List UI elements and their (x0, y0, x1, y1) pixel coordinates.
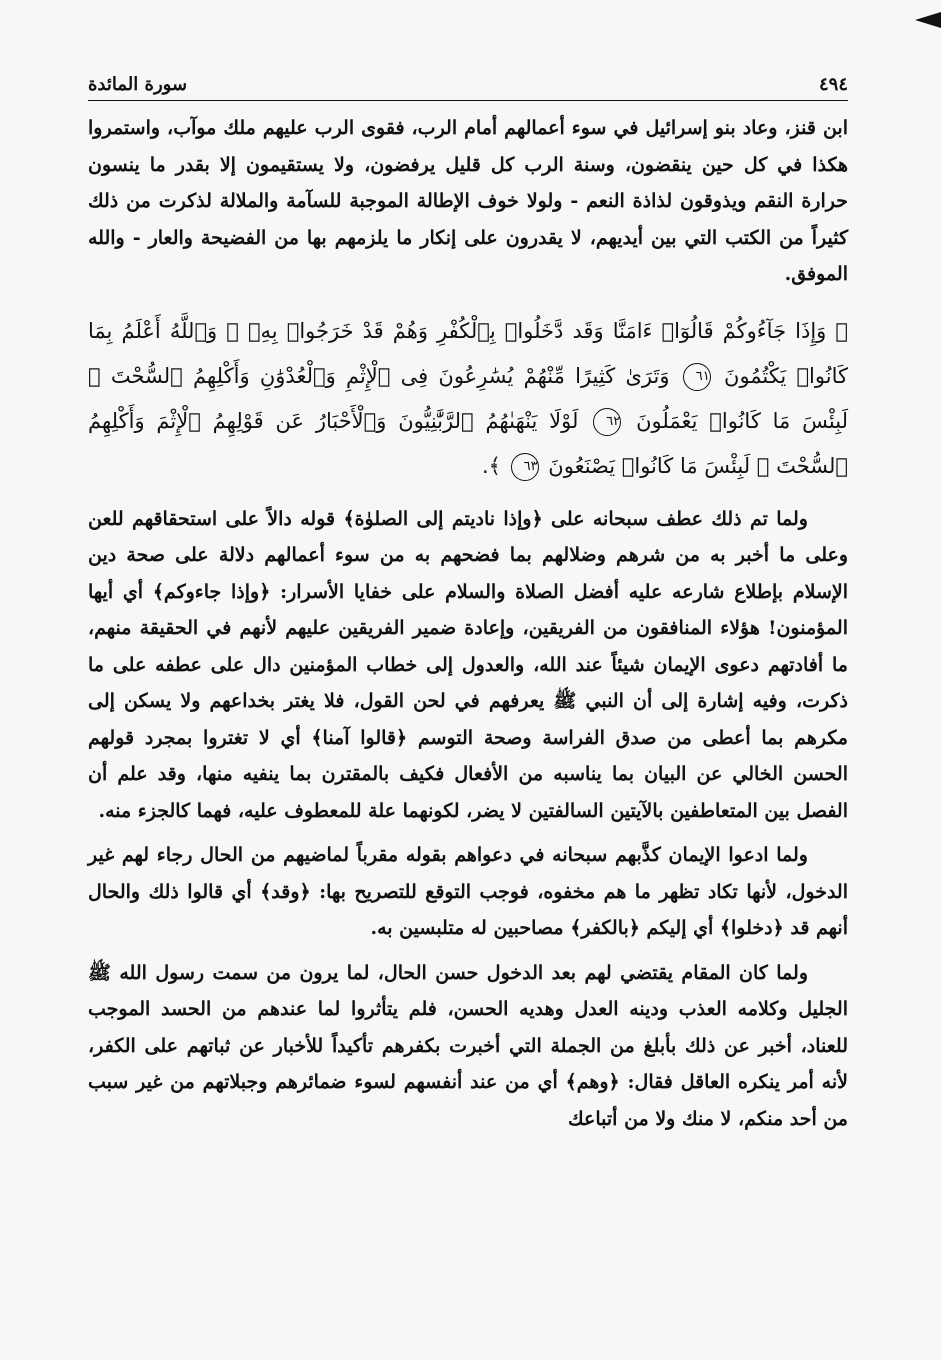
ayah-marker-61: ٦١ (683, 363, 711, 391)
header-rule (88, 100, 848, 101)
p3-text-2: أي قالوا ذلك والحال أنهم قد (88, 880, 848, 939)
verse-62-text: وَتَرَىٰ كَثِيرًا مِّنْهُمْ يُسَٰرِعُونَ فِى ٱلْإِثْمِ وَٱلْعُدْوَٰنِ وَأَكْلِهِمُ ٱلسُّحْتَ ۚ لَبِئْسَ مَا كَانُوا۟ يَعْمَلُونَ (88, 363, 848, 433)
p2-text-2: قوله دالاً على استحقاقهم للعن وعلى ما أخبر به من شرهم وضلالهم بما فضحهم به من سوء أعمالهم دلالة على صحة دين الإسلام بإطلاع شارعه عليه أفضل الصلاة والسلام على خفايا الأسرار: (88, 507, 848, 603)
p3-text-3: أي إليكم (639, 917, 720, 939)
verse-end-bracket: ﴾. (481, 453, 501, 478)
verse-63-text: لَوْلَا يَنْهَىٰهُمُ ٱلرَّبَّٰنِيُّونَ وَٱلْأَحْبَارُ عَن قَوْلِهِمُ ٱلْإِثْمَ وَأَكْلِهِمُ ٱلسُّحْتَ ۚ لَبِئْسَ مَا كَانُوا۟ يَصْنَعُونَ (88, 408, 848, 478)
page-header (88, 72, 848, 98)
p3-text-4: مصاحبين له متلبسين به. (370, 917, 571, 939)
ayah-marker-62: ٦٢ (593, 408, 621, 436)
p2-quote-1: ﴿وإذا ناديتم إلى الصلوٰة﴾ (343, 507, 543, 530)
p3-quote-2: ﴿دخلوا﴾ (719, 917, 784, 939)
quran-verses (88, 309, 848, 489)
paragraph-2 (88, 501, 848, 830)
verse-61-text: ﴿ وَإِذَا جَآءُوكُمْ قَالُوٓا۟ ءَامَنَّا وَقَد دَّخَلُوا۟ بِٱلْكُفْرِ وَهُمْ قَدْ خَرَجُوا۟ بِهِۦ ۚ وَٱللَّهُ أَعْلَمُ بِمَا كَانُوا۟ يَكْتُمُونَ (88, 318, 848, 388)
page-number: ٤٩٤ (818, 74, 848, 95)
p2-quote-3: ﴿قالوا آمنا﴾ (311, 726, 408, 749)
surah-title: سورة المائدة (88, 74, 188, 95)
ayah-marker-63: ٦٣ (511, 453, 539, 481)
paragraph-1: ابن قنز، وعاد بنو إسرائيل في سوء أعمالهم أمام الرب، فقوى الرب عليهم ملك موآب، واستمروا هكذا في كل حين ينقضون، وسنة الرب كل قليل يرفضون، ولا يستقيمون إلا بقدر ما ينسون حرارة النقم ويذوقون لذاذة النعم - ولولا خوف الإطالة الموجبة للسآمة والملالة لذكرت من ذلك كثيراً من الكتب التي بين أيديهم، لا يقدرون على إنكار ما يلزمهم بها من الفضيحة والعار - والله الموفق. (88, 117, 848, 285)
p2-quote-2: ﴿وإذا جاءوكم﴾ (152, 580, 271, 603)
p2-text-3: أي أيها المؤمنون! هؤلاء المنافقون من الفريقين، وإعادة ضمير الفريقين عليهم لأنهم في الحقيقة منهم، ما أفادتهم دعوى الإيمان شيئاً عند الله، والعدول إلى خطاب المؤمنين دال على عطفه على ما ذكرت، وفيه إشارة إلى أن النبي ﷺ يعرفهم في لحن القول، فلا يغتر بخداعهم ولا يسكن إلى مكرهم بما أعطى من صدق الفراسة وصحة التوسم (88, 580, 848, 749)
p4-text-2: أي من عند أنفسهم لسوء ضمائرهم وجبلاتهم من غير سبب من أحد منكم، لا منك ولا من أتباعك (88, 1071, 848, 1130)
page-body (88, 110, 848, 1137)
p4-text-1: ولما كان المقام يقتضي لهم بعد الدخول حسن الحال، لما يرون من سمت رسول الله ﷺ الجليل وكلامه العذب ودينه العدل وهديه الحسن، فلم يتأثروا لما عندهم من الحسد الموجب للعناد، أخبر عن ذلك بأبلغ من الجملة التي أخبرت بكفرهم تأكيداً للأخبار عن ثباتهم على الكفر، لأنه أمر ينكره العاقل فقال: (88, 961, 848, 1093)
p3-quote-3: ﴿بالكفر﴾ (570, 917, 640, 939)
p2-text-4: أي لا تغتروا بمجرد قولهم الحسن الخالي عن البيان بما يناسبه من الأفعال فكيف بالمقترن بما ينفيه منها، وقد علم أن الفصل بين المتعاطفين بالآيتين السالفتين لا يضر، لكونهما علة للمعطوف عليه، فهما كالجزء منه. (88, 726, 848, 822)
page-corner-mark (915, 12, 941, 28)
p2-text-1: ولما تم ذلك عطف سبحانه على (542, 507, 808, 530)
paragraph-3 (88, 837, 848, 947)
p4-quote-1: ﴿وهم﴾ (565, 1071, 620, 1093)
p3-text-1: ولما ادعوا الإيمان كذَّبهم سبحانه في دعواهم بقوله مقرباً لماضيهم من الحال رجاء لهم غير الدخول، لأنها تكاد تظهر ما هم مخفوه، فوجب التوقع للتصريح بها: (88, 844, 848, 903)
paragraph-4 (88, 955, 848, 1138)
p3-quote-1: ﴿وقد﴾ (260, 880, 311, 903)
